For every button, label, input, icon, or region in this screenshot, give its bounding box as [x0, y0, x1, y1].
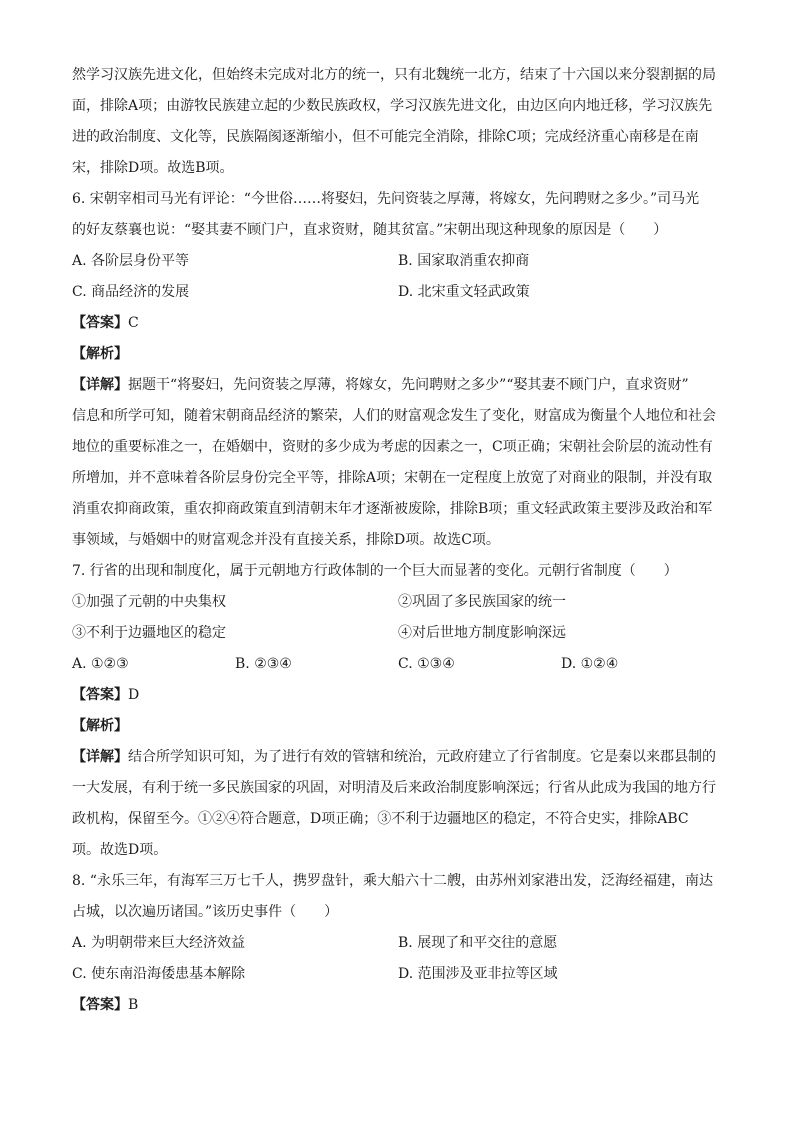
statement-2: ②巩固了多民族国家的统一	[398, 594, 566, 610]
option-c: C. 商品经济的发展	[72, 284, 190, 300]
answer-tag: 【答案】	[72, 315, 128, 331]
answer-line	[72, 990, 724, 1021]
option-a: A. ①②③	[72, 656, 129, 672]
option-c: C. ①③④	[398, 656, 455, 672]
detail-text: 所增加，并不意味着各阶层身份完全平等，排除A项；宋朝在一定程度上放宽了对商业的限制，并没有取	[72, 470, 713, 486]
question-stem: 7. 行省的出现和制度化，属于元朝地方行政体制的一个巨大而显著的变化。元朝行省制度（ ）	[72, 563, 678, 579]
text-line: 进的政治制度、文化等，民族隔阂逐渐缩小，但不可能完全消除，排除C项；完成经济重心南移是在南	[72, 129, 699, 145]
detail-tag: 【详解】	[72, 749, 128, 765]
option-row	[72, 246, 724, 277]
question-stem: 的好友蔡襄也说：“娶其妻不顾门户，直求资财，随其贫富。”宋朝出现这种现象的原因是（ ）	[72, 222, 668, 238]
answer-value: B	[128, 997, 139, 1013]
text-line: 宋，排除D项。故选B项。	[72, 160, 234, 176]
detail-text: 信息和所学可知，随着宋朝商品经济的繁荣，人们的财富观念发生了变化，财富成为衡量个人地位和社会	[72, 408, 716, 424]
option-b: B. ②③④	[235, 656, 292, 672]
statement-row	[72, 587, 724, 618]
answer-tag: 【答案】	[72, 687, 128, 703]
option-b: B. 国家取消重农抑商	[398, 253, 530, 269]
option-d: D. 北宋重文轻武政策	[398, 284, 530, 300]
option-row	[72, 959, 724, 990]
detail-text: 据题干“将娶妇，先问资装之厚薄，将嫁女，先问聘财之多少”“娶其妻不顾门户，直求资财”	[128, 377, 689, 393]
statement-3: ③不利于边疆地区的稳定	[72, 625, 226, 641]
answer-line	[72, 308, 724, 339]
option-a: A. 各阶层身份平等	[72, 253, 190, 269]
question-stem: 占城，以次遍历诸国。”该历史事件（ ）	[72, 904, 339, 920]
detail-text: 项。故选D项。	[72, 842, 168, 858]
detail-line	[72, 370, 724, 401]
analysis-tag: 【解析】	[72, 718, 128, 734]
detail-tag: 【详解】	[72, 377, 128, 393]
analysis-line	[72, 711, 724, 742]
text-line: 面，排除A项；由游牧民族建立起的少数民族政权，学习汉族先进文化，由边区向内地迁移，学习汉族先	[72, 98, 713, 114]
answer-value: D	[128, 687, 140, 703]
answer-tag: 【答案】	[72, 997, 128, 1013]
option-row	[72, 277, 724, 308]
q5-analysis-continued	[72, 60, 724, 184]
answer-value: C	[128, 315, 139, 331]
question-7	[72, 556, 724, 866]
option-a: A. 为明朝带来巨大经济效益	[72, 935, 246, 951]
detail-text: 结合所学知识可知，为了进行有效的管辖和统治，元政府建立了行省制度。它是秦以来郡县制的	[128, 749, 716, 765]
option-d: D. ①②④	[561, 656, 619, 672]
document-page	[72, 60, 724, 1021]
detail-text: 消重农抑商政策，重农抑商政策直到清朝末年才逐渐被废除，排除B项；重文轻武政策主要涉及政治和军	[72, 501, 713, 517]
option-c: C. 使东南沿海倭患基本解除	[72, 966, 246, 982]
detail-text: 政机构，保留至今。①②④符合题意，D项正确；③不利于边疆地区的稳定，不符合史实，排除ABC	[72, 811, 689, 827]
detail-text: 事领域，与婚姻中的财富观念并没有直接关系，排除D项。故选C项。	[72, 532, 500, 548]
answer-line	[72, 680, 724, 711]
option-row	[72, 649, 724, 680]
statement-row	[72, 618, 724, 649]
text-line: 然学习汉族先进文化，但始终未完成对北方的统一，只有北魏统一北方，结束了十六国以来分裂割据的局	[72, 67, 716, 83]
detail-text: 地位的重要标准之一，在婚姻中，资财的多少成为考虑的因素之一，C项正确；宋朝社会阶层的流动性有	[72, 439, 713, 455]
option-d: D. 范围涉及亚非拉等区域	[398, 966, 558, 982]
question-stem: 6. 宋朝宰相司马光有评论：“今世俗……将娶妇，先问资装之厚薄，将嫁女，先问聘财之多少。”司马光	[72, 191, 700, 207]
detail-line	[72, 742, 724, 773]
statement-4: ④对后世地方制度影响深远	[398, 625, 566, 641]
statement-1: ①加强了元朝的中央集权	[72, 594, 226, 610]
option-b: B. 展现了和平交往的意愿	[398, 935, 558, 951]
analysis-line	[72, 339, 724, 370]
analysis-tag: 【解析】	[72, 346, 128, 362]
question-8	[72, 866, 724, 1021]
option-row	[72, 928, 724, 959]
detail-text: 一大发展，有利于统一多民族国家的巩固，对明清及后来政治制度影响深远；行省从此成为我国的地方行	[72, 780, 716, 796]
question-6	[72, 184, 724, 556]
question-stem: 8. “永乐三年，有海军三万七千人，携罗盘针，乘大船六十二艘，由苏州刘家港出发，泛海经福建，南达	[72, 873, 713, 889]
